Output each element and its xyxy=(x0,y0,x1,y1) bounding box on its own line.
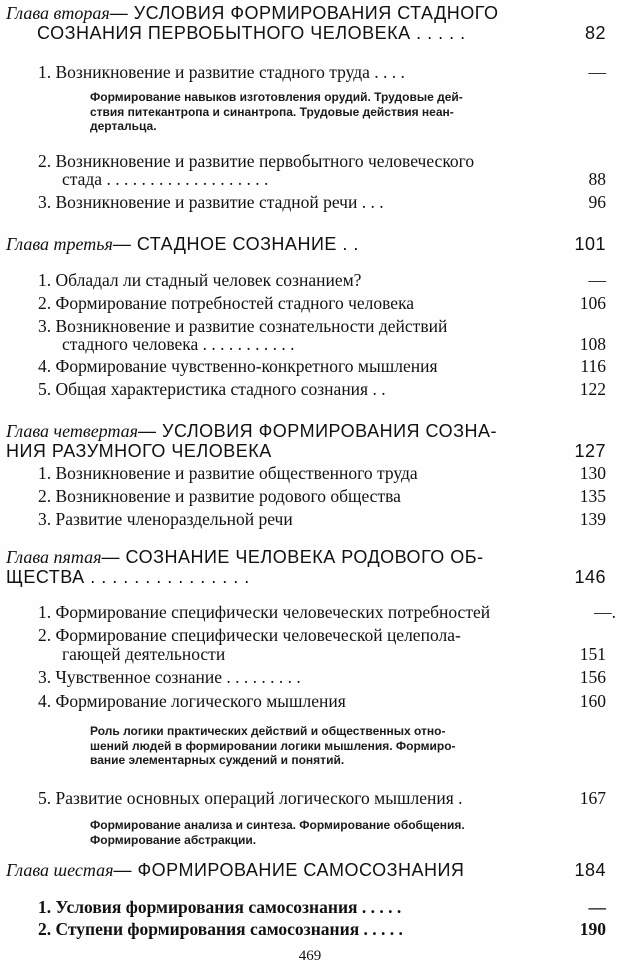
toc-item: 2. Возникновение и развитие родового общества 135 xyxy=(38,486,606,506)
toc-item: 3. Развитие членораздельной речи 139 xyxy=(38,509,606,529)
chapter-6-heading xyxy=(0,859,620,881)
chapter-2-heading-cont xyxy=(0,22,620,44)
toc-item-cont: гающей деятельности 151 xyxy=(62,644,606,664)
chapter-title: — ФОРМИРОВАНИЕ САМОСОЗНАНИЯ xyxy=(113,860,465,880)
section-summary: Формирование анализа и синтеза. Формирование обобщения. Формирование абстракции. xyxy=(90,818,465,847)
chapter-label: Глава шестая xyxy=(6,860,114,880)
item-page: 108 xyxy=(579,334,606,354)
toc-item: 4. Формирование логического мышления 160 xyxy=(38,691,606,711)
chapter-label: Глава пятая xyxy=(6,547,102,567)
chapter-4-heading-cont xyxy=(0,440,620,462)
toc-item: 1. Возникновение и развитие общественного труда 130 xyxy=(38,463,606,483)
item-page: 156 xyxy=(579,667,606,687)
item-page: 106 xyxy=(579,293,606,313)
item-page: — xyxy=(588,62,606,82)
item-page: 167 xyxy=(579,788,606,808)
toc-item: 3. Возникновение и развитие сознательности действий xyxy=(38,316,448,336)
chapter-4-heading xyxy=(0,420,620,442)
section-summary: Формирование навыков изготовления орудий. Трудовые дей- ствия питекантропа и синантропа. Трудовые действия неан- дертальца. xyxy=(90,90,463,133)
item-page: 116 xyxy=(580,356,606,376)
toc-item: 4. Формирование чувственно-конкретного мышления 116 xyxy=(38,356,606,376)
item-page: 190 xyxy=(579,919,606,939)
chapter-page: 82 xyxy=(584,23,606,43)
toc-item: 2. Формирование потребностей стадного человека 106 xyxy=(38,293,606,313)
item-page: 135 xyxy=(579,486,606,506)
toc-item-cont: стада . . . . . . . . . . . . . . . . . . . 88 xyxy=(62,169,606,189)
chapter-page: 146 xyxy=(574,567,606,587)
item-page: 96 xyxy=(588,192,606,212)
chapter-title-cont: СОЗНАНИЯ ПЕРВОБЫТНОГО ЧЕЛОВЕКА . . . . . xyxy=(37,23,466,43)
item-page: 122 xyxy=(579,379,606,399)
section-summary: Роль логики практических действий и общественных отно- шений людей в формировании логики мышления. Формиро- вание элементарных суждений и понятий. xyxy=(90,724,456,767)
item-page: 139 xyxy=(579,509,606,529)
chapter-page: 127 xyxy=(574,441,606,461)
item-page: 88 xyxy=(588,169,606,189)
toc-item: 5. Общая характеристика стадного сознания . . 122 xyxy=(38,379,606,399)
toc-item: 2. Ступени формирования самосознания . . . . . 190 xyxy=(38,919,606,939)
item-page: — xyxy=(588,897,606,917)
chapter-title: — СТАДНОЕ СОЗНАНИЕ . . xyxy=(112,234,359,254)
chapter-5-heading xyxy=(0,546,620,568)
toc-item: 1. Формирование специфически человеческих потребностей —. xyxy=(38,602,616,622)
chapter-label: Глава четвертая xyxy=(6,421,139,441)
chapter-title: — СОЗНАНИЕ ЧЕЛОВЕКА РОДОВОГО ОБ- xyxy=(101,547,484,567)
page-number: 469 xyxy=(298,948,322,964)
item-page: 130 xyxy=(579,463,606,483)
chapter-page: 184 xyxy=(574,860,606,880)
chapter-5-heading-cont xyxy=(0,566,620,588)
chapter-title-cont: ЩЕСТВА . . . . . . . . . . . . . . . xyxy=(6,567,250,587)
toc-item: 1. Возникновение и развитие стадного труда . . . . — xyxy=(38,62,606,82)
toc-item: 3. Возникновение и развитие стадной речи . . . 96 xyxy=(38,192,606,212)
toc-item: 2. Формирование специфически человеческой целепола- xyxy=(38,625,461,645)
toc-item: 1. Условия формирования самосознания . . . . . — xyxy=(38,897,606,917)
toc-item: 1. Обладал ли стадный человек сознанием? — xyxy=(38,270,606,290)
item-page: —. xyxy=(594,602,616,622)
item-page: — xyxy=(588,270,606,290)
item-page: 151 xyxy=(579,644,606,664)
chapter-page: 101 xyxy=(574,234,606,254)
toc-item: 5. Развитие основных операций логического мышления . 167 xyxy=(38,788,606,808)
chapter-title-cont: НИЯ РАЗУМНОГО ЧЕЛОВЕКА xyxy=(6,441,272,461)
toc-item: 3. Чувственное сознание . . . . . . . . . 156 xyxy=(38,667,606,687)
chapter-label: Глава вторая xyxy=(6,3,110,23)
toc-item: 2. Возникновение и развитие первобытного человеческого xyxy=(38,151,475,171)
toc-item-cont: стадного человека . . . . . . . . . . . 108 xyxy=(62,334,606,354)
chapter-label: Глава третья xyxy=(6,234,113,254)
chapter-title: — УСЛОВИЯ ФОРМИРОВАНИЯ СОЗНА- xyxy=(138,421,497,441)
item-page: 160 xyxy=(579,691,606,711)
chapter-3-heading xyxy=(0,233,620,255)
chapter-2-heading xyxy=(0,2,620,24)
chapter-title: — УСЛОВИЯ ФОРМИРОВАНИЯ СТАДНОГО xyxy=(109,3,499,23)
